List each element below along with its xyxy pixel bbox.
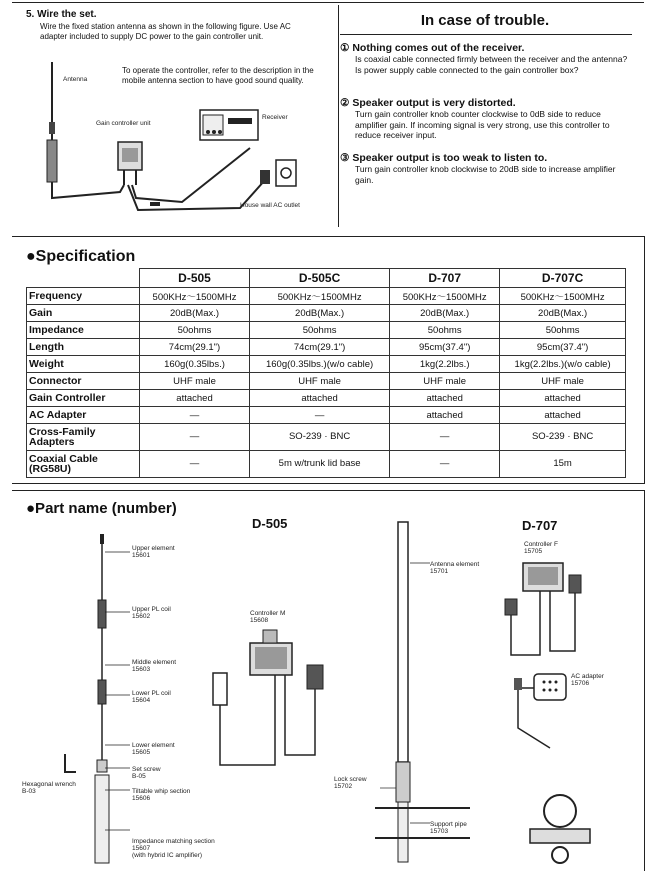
- spec-cell: 160g(0.35lbs.)(w/o cable): [250, 356, 390, 373]
- spec-cell: attached: [390, 390, 500, 407]
- label-number: 15702: [334, 783, 353, 790]
- trouble-answer-2: Is power supply cable connected to the gain controller box?: [355, 64, 579, 75]
- label-text: AC adapter: [571, 673, 604, 680]
- spec-cell: —: [390, 451, 500, 478]
- label-text: Upper PL coil: [132, 606, 171, 613]
- label-upper-pl-coil: [132, 606, 171, 620]
- spec-row-weight: [27, 356, 626, 373]
- impedance-matching-section: [95, 775, 109, 863]
- spec-cell: 74cm(29.1"): [250, 339, 390, 356]
- label-number: 15605: [132, 749, 151, 756]
- antenna-coil: [49, 122, 55, 134]
- spec-row-label: Gain: [27, 305, 140, 322]
- label-lower-element: [132, 742, 175, 756]
- spec-cell: UHF male: [390, 373, 500, 390]
- spec-row-label: Gain Controller: [27, 390, 140, 407]
- label-middle-element: [132, 659, 176, 673]
- label-number: 15602: [132, 613, 151, 620]
- spec-cell: UHF male: [500, 373, 626, 390]
- d505-antenna-drawing: [50, 530, 140, 865]
- spec-col-d505: D-505: [140, 269, 250, 288]
- trouble-answer: Turn gain controller knob counter clockwise to 0dB side to reduce amplifier gain. If incoming signal is very strong, use this controller to reduce receiver input.: [355, 109, 610, 140]
- label-hex-wrench: [22, 781, 76, 795]
- spec-cell: 500KHz～1500MHz: [250, 288, 390, 305]
- controller-m-drawing: [205, 625, 335, 775]
- spec-cell: 20dB(Max.): [500, 305, 626, 322]
- spec-cell: 1kg(2.2lbs.): [390, 356, 500, 373]
- cigarette-plug: [213, 673, 227, 705]
- trouble-title: In case of trouble.: [420, 12, 550, 29]
- model-d707: D-707: [522, 518, 558, 533]
- trouble-question: Speaker output is very distorted.: [352, 97, 516, 109]
- label-number: 15705: [524, 548, 543, 555]
- spec-cell: SO-239 · BNC: [250, 424, 390, 451]
- spec-row-coax: [27, 451, 626, 478]
- label-text: Controller M: [250, 610, 286, 617]
- spec-row-label: AC Adapter: [27, 407, 140, 424]
- spec-cell: 74cm(29.1"): [140, 339, 250, 356]
- spec-row-frequency: [27, 288, 626, 305]
- spec-cell: 500KHz～1500MHz: [140, 288, 250, 305]
- ac-outlet: [276, 160, 296, 186]
- lower-pl-coil: [98, 680, 106, 704]
- spec-cell: 5m w/trunk lid base: [250, 451, 390, 478]
- spec-table: [26, 268, 626, 478]
- spec-row-ac-adapter: [27, 407, 626, 424]
- spec-cell: 1kg(2.2lbs.)(w/o cable): [500, 356, 626, 373]
- trouble-num: ②: [340, 97, 350, 109]
- label-outlet: House wall AC outlet: [240, 202, 300, 209]
- spec-corner: [27, 269, 140, 288]
- spec-col-d505c: D-505C: [250, 269, 390, 288]
- spec-cell: 160g(0.35lbs.): [140, 356, 250, 373]
- upper-pl-coil: [98, 600, 106, 628]
- label-number: B-03: [22, 788, 36, 795]
- spec-row-gain: [27, 305, 626, 322]
- trouble-item-2: [340, 97, 632, 141]
- label-gain-controller-unit: Gain controller unit: [96, 120, 151, 127]
- label-text: Controller F: [524, 541, 558, 548]
- spec-row-label: Length: [27, 339, 140, 356]
- spec-cell: 20dB(Max.): [250, 305, 390, 322]
- label-number: 15706: [571, 680, 590, 687]
- spec-row-label: Impedance: [27, 322, 140, 339]
- model-d505: D-505: [252, 516, 288, 531]
- spec-cell: UHF male: [140, 373, 250, 390]
- spec-cell: attached: [140, 390, 250, 407]
- trouble-question: Nothing comes out of the receiver.: [352, 42, 525, 54]
- spec-cell: attached: [500, 390, 626, 407]
- trouble-answer: Turn gain controller knob clockwise to 20dB side to increase amplifier gain.: [355, 164, 616, 185]
- spec-cell: attached: [250, 390, 390, 407]
- label-note: (with hybrid IC amplifier): [132, 852, 203, 859]
- ac-plug: [260, 170, 270, 184]
- label-impedance-matching: [132, 838, 215, 859]
- label-upper-element: [132, 545, 175, 559]
- label-number: 15601: [132, 552, 151, 559]
- label-controller-f: [524, 541, 558, 555]
- spec-cell: 20dB(Max.): [390, 305, 500, 322]
- spec-cell: —: [140, 424, 250, 451]
- spec-cell: —: [250, 407, 390, 424]
- spec-cell: 500KHz～1500MHz: [390, 288, 500, 305]
- spec-cell: 15m: [500, 451, 626, 478]
- wire-intro: Wire the fixed station antenna as shown in the following figure. Use AC adapter included to supply DC power to the gain controller unit.: [40, 22, 291, 41]
- trouble-answer: Is coaxial cable connected firmly between the receiver and the antenna?: [355, 54, 628, 64]
- label-number: 15603: [132, 666, 151, 673]
- trouble-title-rule: [340, 34, 632, 35]
- spec-row-adapters: [27, 424, 626, 451]
- label-text: Set screw: [132, 766, 161, 773]
- label-number: 15703: [430, 828, 449, 835]
- spec-cell: —: [390, 424, 500, 451]
- label-tiltable-whip: [132, 788, 190, 802]
- label-text: Upper element: [132, 545, 175, 552]
- trouble-num: ③: [340, 152, 350, 164]
- parts-title: ●Part name (number): [26, 500, 177, 517]
- label-lock-screw: [334, 776, 367, 790]
- label-number: 15604: [132, 697, 151, 704]
- label-number: B-05: [132, 773, 146, 780]
- label-antenna-element: [430, 561, 479, 575]
- label-text: Support pipe: [430, 821, 467, 828]
- spec-title: ●Specification: [26, 248, 136, 265]
- spec-cell: 50ohms: [250, 322, 390, 339]
- hex-wrench-drawing: [62, 752, 78, 776]
- spec-row-label: Frequency: [27, 288, 140, 305]
- spec-cell: attached: [390, 407, 500, 424]
- wire-heading: 5. Wire the set.: [26, 9, 97, 20]
- spec-cell: —: [140, 407, 250, 424]
- uhf-connector: [307, 665, 323, 689]
- spec-cell: 50ohms: [500, 322, 626, 339]
- trouble-item-1: [340, 42, 632, 75]
- spec-cell: —: [140, 451, 250, 478]
- spec-cell: 95cm(37.4"): [500, 339, 626, 356]
- label-support-pipe: [430, 821, 467, 835]
- spec-cell: 50ohms: [390, 322, 500, 339]
- spec-cell: 95cm(37.4"): [390, 339, 500, 356]
- trouble-question: Speaker output is too weak to listen to.: [352, 152, 548, 164]
- label-text: Impedance matching section: [132, 838, 215, 845]
- label-text: Lower PL coil: [132, 690, 171, 697]
- spec-cell: 500KHz～1500MHz: [500, 288, 626, 305]
- label-number: 15608: [250, 617, 269, 624]
- spec-row-impedance: [27, 322, 626, 339]
- label-controller-m: [250, 610, 285, 624]
- wiring-diagram: [40, 60, 330, 220]
- mount-bracket-drawing: [520, 785, 600, 865]
- spec-cell: UHF male: [250, 373, 390, 390]
- label-receiver: Receiver: [262, 114, 288, 121]
- spec-row-label: Connector: [27, 373, 140, 390]
- spec-row-gain-controller: [27, 390, 626, 407]
- label-number: 15606: [132, 795, 151, 802]
- spec-row-label: Cross-Family Adapters: [27, 424, 140, 451]
- label-ac-adapter: [571, 673, 604, 687]
- label-antenna: Antenna: [63, 76, 88, 83]
- spec-row-connector: [27, 373, 626, 390]
- label-text: Hexagonal wrench: [22, 781, 76, 788]
- antenna-base: [47, 140, 57, 182]
- spec-col-d707: D-707: [390, 269, 500, 288]
- trouble-item-3: [340, 152, 632, 185]
- trouble-num: ①: [340, 42, 350, 54]
- coax-cable: [52, 185, 124, 198]
- label-text: Middle element: [132, 659, 177, 666]
- spec-header-row: [27, 269, 626, 288]
- label-text: Lower element: [132, 742, 175, 749]
- spec-row-label: Weight: [27, 356, 140, 373]
- controller-f-drawing: [495, 555, 595, 665]
- label-text: Antenna element: [430, 561, 480, 568]
- section-divider: [338, 5, 339, 227]
- label-lower-pl-coil: [132, 690, 171, 704]
- label-text: Lock screw: [334, 776, 367, 783]
- spec-row-length: [27, 339, 626, 356]
- spec-cell: SO-239 · BNC: [500, 424, 626, 451]
- spec-row-label: Coaxial Cable (RG58U): [27, 451, 140, 478]
- label-text: Tiltable whip section: [132, 788, 191, 795]
- wire-note: To operate the controller, refer to the description in the mobile antenna section to have good sound quality.: [122, 66, 314, 85]
- label-set-screw: [132, 766, 161, 780]
- support-pipe: [398, 802, 408, 862]
- spec-col-d707c: D-707C: [500, 269, 626, 288]
- label-number: 15701: [430, 568, 449, 575]
- spec-cell: 20dB(Max.): [140, 305, 250, 322]
- spec-cell: attached: [500, 407, 626, 424]
- ac-adapter-drawing: [510, 668, 580, 758]
- label-number: 15607: [132, 845, 151, 852]
- spec-cell: 50ohms: [140, 322, 250, 339]
